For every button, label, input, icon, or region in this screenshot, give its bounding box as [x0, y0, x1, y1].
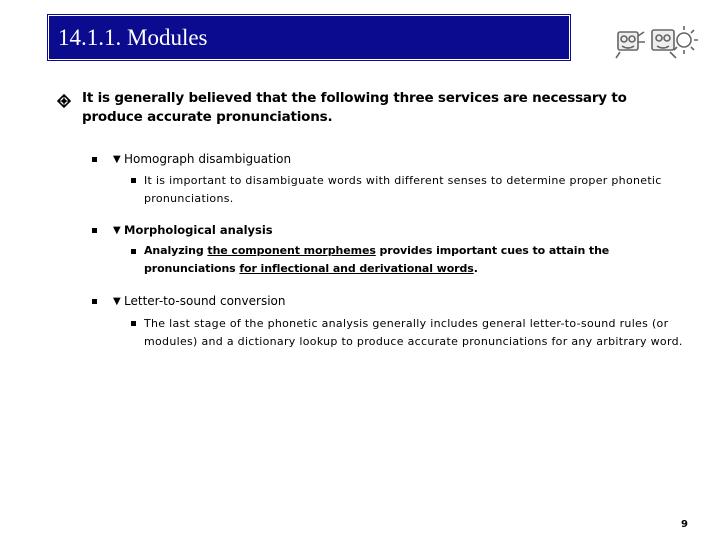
square-bullet-icon	[92, 299, 97, 304]
triangle-down-icon: ▼	[113, 296, 121, 307]
square-bullet-icon	[131, 321, 136, 326]
detail-text: .	[473, 262, 478, 275]
diamond-bullet-icon	[56, 93, 72, 109]
square-bullet-icon	[92, 228, 97, 233]
triangle-down-icon: ▼	[113, 225, 121, 236]
square-bullet-icon	[131, 178, 136, 183]
page-number: 9	[681, 519, 688, 530]
section-heading: Morphological analysis	[124, 223, 273, 237]
intro-text: It is generally believed that the following three services are necessary to produce accurate pronunciations.	[82, 90, 627, 125]
section-heading: Homograph disambiguation	[124, 152, 292, 166]
underlined-text: for inflectional and derivational words	[239, 262, 474, 275]
square-bullet-icon	[92, 157, 97, 162]
logo-icon	[612, 22, 698, 60]
triangle-down-icon: ▼	[113, 154, 121, 165]
section-heading: Letter-to-sound conversion	[124, 294, 286, 308]
title-bar	[48, 15, 570, 60]
detail-text: provides important cues to attain the pronunciations	[144, 244, 610, 275]
underlined-text: the component morphemes	[207, 244, 376, 257]
detail-text: Analyzing	[144, 244, 208, 257]
slide-title: 14.1.1. Modules	[58, 25, 208, 50]
square-bullet-icon	[131, 249, 136, 254]
section-detail: The last stage of the phonetic analysis generally includes general letter-to-sound rules (or modules) and a dictionary lookup to produce accurate pronunciations for any arbitrary word.	[144, 317, 683, 348]
section-detail: It is important to disambiguate words with different senses to determine proper phonetic pronunciations.	[144, 174, 662, 205]
section-detail	[144, 242, 684, 278]
